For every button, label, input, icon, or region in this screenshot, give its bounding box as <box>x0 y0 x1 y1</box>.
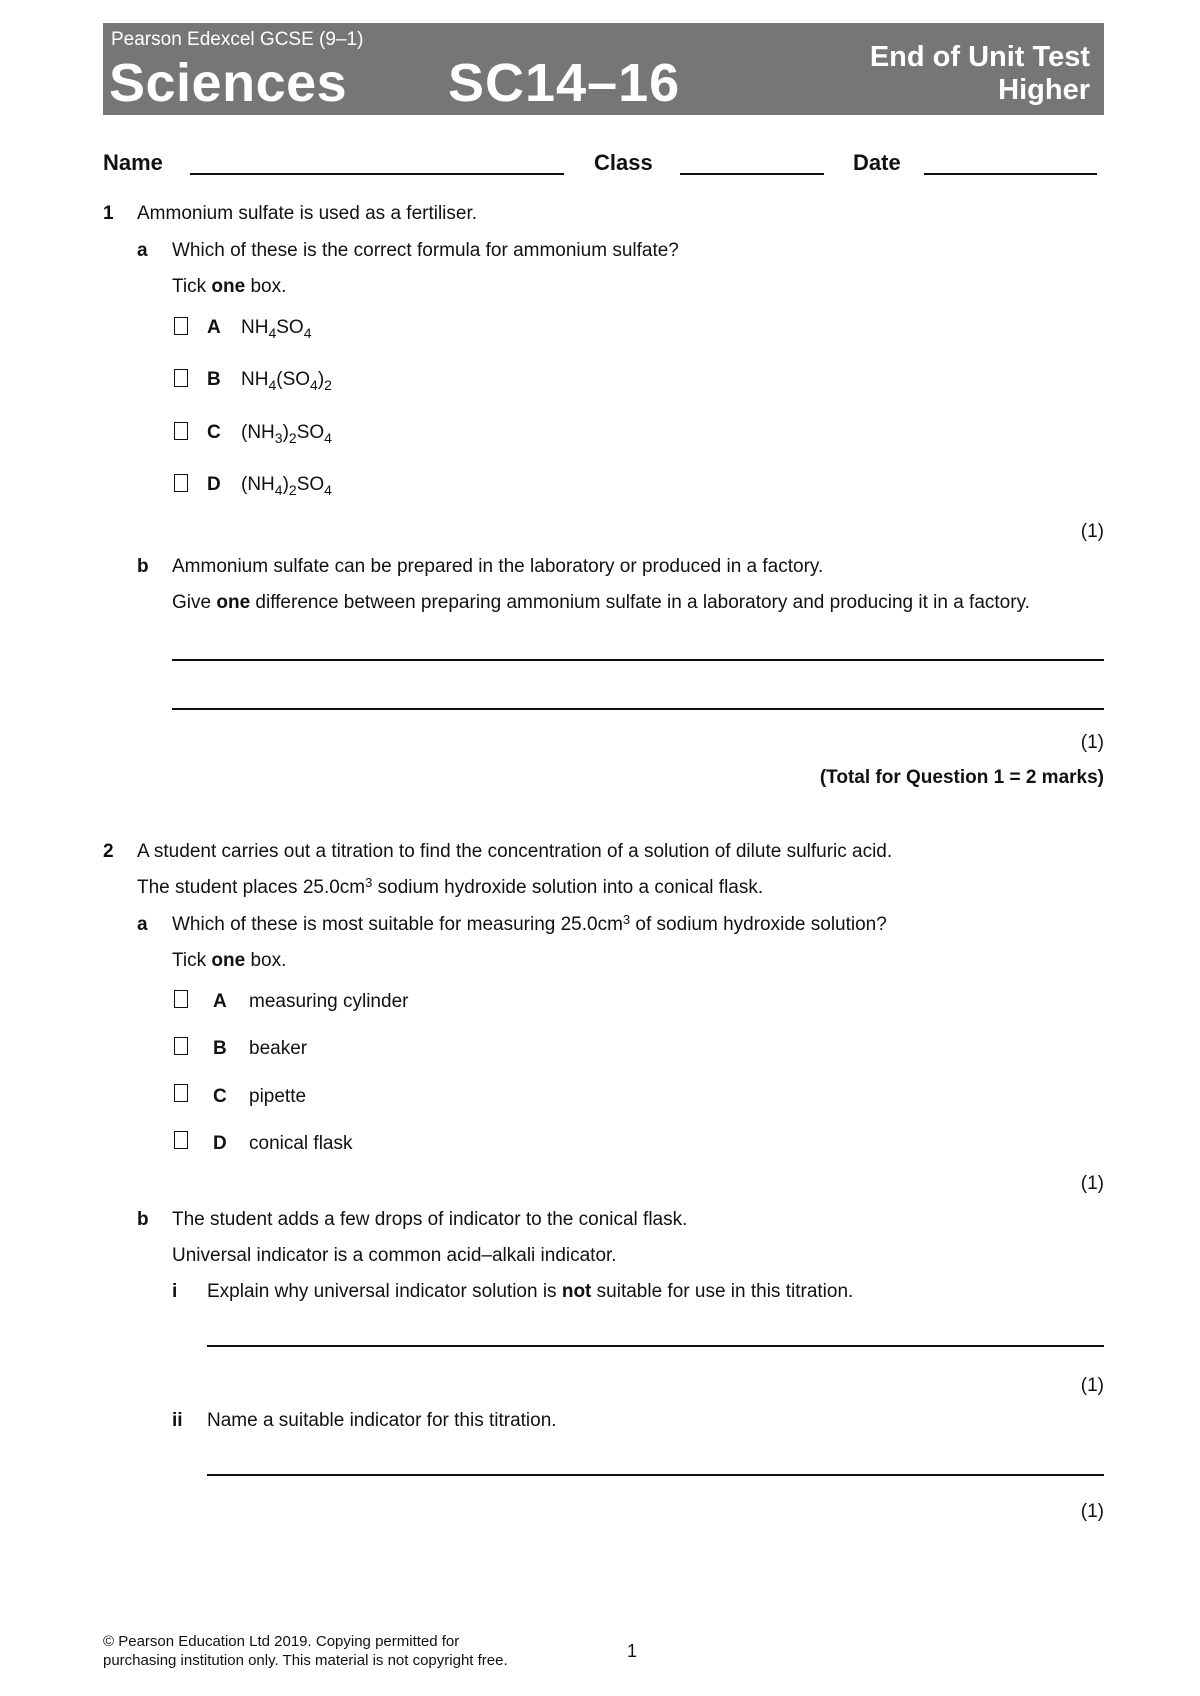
option-formula <box>241 368 332 392</box>
option-letter: C <box>213 1086 227 1107</box>
class-label: Class <box>594 150 653 175</box>
option-letter: D <box>213 1133 227 1154</box>
question-1a-marks: (1) <box>1080 521 1104 542</box>
formula-subscript: 4 <box>268 325 277 341</box>
question-2b-letter: b <box>137 1209 149 1230</box>
instruction-emphasis: one <box>211 276 246 297</box>
question-2bi-marks: (1) <box>1080 1375 1104 1396</box>
copyright-line-1: © Pearson Education Ltd 2019. Copying permitted for <box>103 1633 460 1650</box>
formula-subscript: 4 <box>268 377 277 393</box>
header-banner <box>103 23 1104 115</box>
unit-code: SC14–16 <box>448 53 681 113</box>
question-1b-letter: b <box>137 556 149 577</box>
question-1a-text: Which of these is the correct formula for ammonium sulfate? <box>172 240 679 261</box>
answer-line-2bii[interactable] <box>207 1474 1104 1476</box>
formula-part: SO <box>296 474 325 495</box>
question-1b-text: Ammonium sulfate can be prepared in the laboratory or produced in a factory. <box>172 556 824 577</box>
option-checkbox-2a-A[interactable] <box>174 990 188 1008</box>
question-2-number: 2 <box>103 841 114 862</box>
formula-subscript: 4 <box>310 377 318 393</box>
option-formula <box>241 316 312 340</box>
formula-subscript: 4 <box>324 482 332 498</box>
formula-part: ) <box>282 422 289 443</box>
question-part: of sodium hydroxide solution? <box>630 914 887 935</box>
copyright-line-2: purchasing institution only. This material is not copyright free. <box>103 1652 508 1669</box>
question-1a-instruction <box>172 275 286 299</box>
answer-line-1b-1[interactable] <box>172 659 1104 661</box>
date-label: Date <box>853 150 901 175</box>
instruction-part: Tick <box>172 276 212 297</box>
option-formula <box>241 421 332 445</box>
brand-title: Sciences <box>109 53 348 113</box>
formula-part: ) <box>317 369 325 390</box>
question-2b-text-1: The student adds a few drops of indicator to the conical flask. <box>172 1209 688 1230</box>
class-field[interactable] <box>680 173 824 175</box>
option-letter: C <box>207 422 221 443</box>
option-checkbox-2a-B[interactable] <box>174 1037 188 1055</box>
formula-part: (SO <box>276 369 311 390</box>
question-1b-marks: (1) <box>1080 732 1104 753</box>
question-1b-instruction <box>172 591 1030 615</box>
question-1a-letter: a <box>137 240 148 261</box>
question-2b-text-2: Universal indicator is a common acid–alkali indicator. <box>172 1245 617 1266</box>
option-checkbox-1a-B[interactable] <box>174 369 188 387</box>
formula-subscript: 3 <box>274 430 283 446</box>
formula-subscript: 4 <box>274 482 283 498</box>
name-label: Name <box>103 150 163 175</box>
instruction-part: box. <box>245 276 287 297</box>
question-2a-marks: (1) <box>1080 1173 1104 1194</box>
instruction-emphasis: one <box>211 950 246 971</box>
question-2bii-marks: (1) <box>1080 1501 1104 1522</box>
formula-part: SO <box>276 317 304 338</box>
formula-part: (NH <box>241 422 275 443</box>
question-2a-text <box>172 913 887 937</box>
option-text: conical flask <box>249 1133 353 1154</box>
test-tier: Higher <box>998 74 1090 106</box>
option-checkbox-1a-A[interactable] <box>174 317 188 335</box>
stem-part: sodium hydroxide solution into a conical flask. <box>372 877 764 898</box>
question-2bi-label: i <box>172 1281 178 1302</box>
option-formula <box>241 473 332 497</box>
series-kicker: Pearson Edexcel GCSE (9–1) <box>111 29 364 50</box>
option-text: measuring cylinder <box>249 991 409 1012</box>
question-part: suitable for use in this titration. <box>591 1281 854 1302</box>
stem-part: The student places 25.0cm <box>137 877 366 898</box>
date-field[interactable] <box>924 173 1097 175</box>
question-emphasis: not <box>561 1281 592 1302</box>
option-letter: A <box>207 317 221 338</box>
question-2-stem-2 <box>137 876 763 900</box>
question-2bii-text: Name a suitable indicator for this titration. <box>207 1410 557 1431</box>
test-title: End of Unit Test <box>869 41 1090 73</box>
instruction-part: Give <box>172 592 217 613</box>
instruction-part: Tick <box>172 950 212 971</box>
formula-part: (NH <box>241 474 275 495</box>
formula-part: NH <box>241 317 269 338</box>
formula-subscript: 2 <box>288 430 297 446</box>
question-1-stem: Ammonium sulfate is used as a fertiliser. <box>137 203 478 224</box>
option-letter: D <box>207 474 221 495</box>
option-checkbox-2a-D[interactable] <box>174 1131 188 1149</box>
formula-part: ) <box>282 474 289 495</box>
instruction-part: difference between preparing ammonium sulfate in a laboratory and producing it in a factory. <box>250 592 1030 613</box>
formula-subscript: 4 <box>303 325 312 341</box>
unit-superscript: 3 <box>365 875 373 890</box>
instruction-part: box. <box>245 950 287 971</box>
option-checkbox-2a-C[interactable] <box>174 1084 188 1102</box>
option-text: pipette <box>249 1086 307 1107</box>
option-letter: A <box>213 991 227 1012</box>
question-1-total: (Total for Question 1 = 2 marks) <box>819 767 1104 788</box>
question-1-number: 1 <box>103 203 114 224</box>
option-text: beaker <box>249 1038 308 1059</box>
answer-line-1b-2[interactable] <box>172 708 1104 710</box>
unit-superscript: 3 <box>622 912 631 927</box>
instruction-emphasis: one <box>216 592 251 613</box>
formula-subscript: 4 <box>324 430 332 446</box>
answer-line-2bi[interactable] <box>207 1345 1104 1347</box>
formula-part: SO <box>296 422 325 443</box>
option-checkbox-1a-D[interactable] <box>174 474 188 492</box>
option-letter: B <box>213 1038 227 1059</box>
option-letter: B <box>207 369 221 390</box>
option-checkbox-1a-C[interactable] <box>174 422 188 440</box>
question-2a-instruction <box>172 949 286 973</box>
question-part: Explain why universal indicator solution is <box>207 1281 562 1302</box>
question-2a-letter: a <box>137 914 148 935</box>
formula-part: NH <box>241 369 269 390</box>
question-part: Which of these is most suitable for measuring 25.0cm <box>172 914 623 935</box>
question-2-stem: A student carries out a titration to find the concentration of a solution of dilute sulfuric acid. <box>137 841 893 862</box>
name-field[interactable] <box>190 173 564 175</box>
question-2bii-label: ii <box>172 1410 183 1431</box>
formula-subscript: 2 <box>288 482 297 498</box>
question-2bi-text <box>207 1280 853 1304</box>
formula-subscript: 2 <box>324 377 332 393</box>
page-number: 1 <box>627 1641 638 1661</box>
